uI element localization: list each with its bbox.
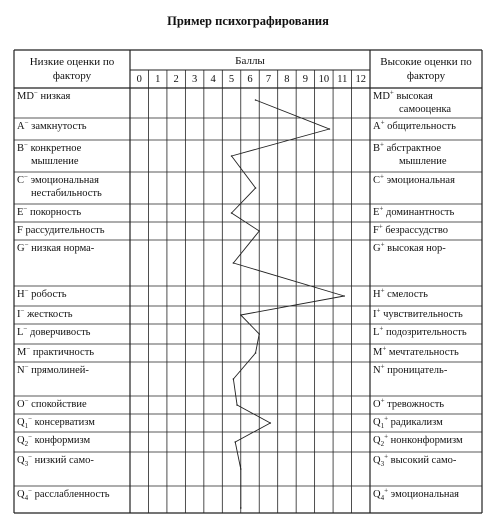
factor-code: Q [17, 455, 25, 466]
factor-sign: − [23, 324, 28, 333]
factor-text: высокая нор- [384, 243, 446, 254]
factor-sign: + [380, 240, 385, 249]
factor-code: N [17, 365, 25, 376]
factor-sign: − [24, 362, 29, 371]
low-factor-label [17, 120, 87, 133]
factor-text: прямолиней- [28, 365, 89, 376]
factor-sign: + [380, 140, 384, 149]
header-high-text: Высокие оценки по фактору [380, 56, 472, 82]
header-low-text: Низкие оценки по фактору [29, 56, 115, 82]
factor-sign: + [384, 414, 389, 423]
factor-text: мечтательность [386, 347, 459, 358]
high-factor-label [373, 434, 463, 447]
factor-text: радикализм [388, 417, 443, 428]
factor-text: консерватизм [32, 417, 95, 428]
factor-sign: + [380, 396, 385, 405]
low-factor-label [17, 454, 94, 467]
high-factor-label [373, 174, 455, 187]
factor-text: эмоциональная [383, 175, 455, 186]
profile-segment [233, 263, 344, 296]
factor-text: чувствительность [380, 309, 463, 320]
factor-text: спокойствие [28, 399, 87, 410]
factor-sign: + [380, 286, 385, 295]
profile-segment [232, 188, 256, 213]
factor-code: Q [17, 417, 25, 428]
scale-number: 0 [136, 74, 142, 85]
scale-number: 9 [302, 74, 308, 85]
factor-code: H [373, 289, 381, 300]
scale-number: 5 [228, 74, 235, 85]
factor-sign: + [380, 172, 384, 181]
scale-number: 4 [210, 74, 216, 85]
factor-text: жесткость [24, 309, 73, 320]
factor-text: безрассудство [382, 225, 448, 236]
factor-sign: − [24, 240, 29, 249]
factor-code: B [373, 143, 381, 154]
factor-code: Q [373, 435, 381, 446]
profile-point [240, 507, 242, 509]
factor-sign: − [24, 396, 29, 405]
low-factor-label [17, 242, 94, 255]
profile-segment [233, 353, 255, 379]
factor-text: доверчивость [27, 327, 91, 338]
factor-code: L [373, 327, 380, 338]
profile-segment [256, 334, 260, 353]
factor-code: MD [17, 91, 34, 102]
high-factor-label [373, 288, 428, 301]
factor-text-line2: нестабильность [31, 188, 102, 199]
factor-code: I [373, 309, 377, 320]
factor-code: Q [373, 455, 381, 466]
factor-text: низкая норма- [28, 243, 95, 254]
factor-sign: − [24, 286, 29, 295]
low-factor-label [17, 308, 72, 321]
factor-text: высокая [393, 91, 433, 102]
scale-number: 1 [155, 74, 161, 85]
factor-text: покорность [27, 207, 82, 218]
factor-text: низкая [37, 91, 71, 102]
factor-code: A [373, 121, 381, 132]
factor-sign: − [28, 486, 33, 495]
factor-text: конформизм [32, 435, 91, 446]
factor-text: конкретное [27, 143, 82, 154]
factor-code: A [17, 121, 25, 132]
header-scores: Баллы [235, 55, 265, 67]
profile-segment [235, 442, 241, 469]
factor-sign: + [384, 452, 389, 461]
factor-sign: − [20, 306, 25, 315]
header-low [16, 55, 128, 83]
scale-number: 6 [247, 74, 253, 85]
factor-sign: − [26, 344, 31, 353]
factor-sign: − [24, 118, 29, 127]
factor-subscript: 4 [24, 494, 29, 503]
factor-code: H [17, 289, 25, 300]
low-factor-label [17, 364, 89, 377]
factor-code: Q [17, 435, 25, 446]
factor-sign: − [28, 414, 33, 423]
factor-code: C [17, 175, 25, 186]
factor-sign: − [33, 88, 38, 97]
page-title: Пример психографирования [167, 14, 329, 28]
factor-text: проницатель- [384, 365, 448, 376]
low-factor-label [17, 434, 90, 447]
factor-subscript: 3 [380, 460, 385, 469]
high-factor-label [373, 224, 448, 237]
factor-sign: + [379, 204, 384, 213]
scale-number: 8 [284, 74, 290, 85]
factor-text: доминантность [383, 207, 455, 218]
factor-subscript: 4 [380, 494, 385, 503]
factor-sign: + [380, 118, 385, 127]
factor-text: низкий само- [32, 455, 94, 466]
high-factor-label [373, 206, 454, 219]
factor-sign: + [382, 344, 387, 353]
high-factor-label [373, 364, 447, 377]
high-factor-label [373, 120, 456, 133]
factor-text: эмоциональная [27, 175, 99, 186]
profile-segment [233, 231, 259, 263]
factor-code: G [373, 243, 381, 254]
high-factor-label [373, 488, 459, 501]
high-factor-label [373, 142, 447, 168]
low-factor-label [17, 206, 81, 219]
factor-subscript: 2 [24, 440, 29, 449]
profile-segment [233, 379, 237, 405]
low-factor-label [17, 288, 67, 301]
factor-sign: − [28, 432, 33, 441]
factor-code: O [17, 399, 25, 410]
factor-text: высокий само- [388, 455, 457, 466]
factor-sign: − [24, 172, 28, 181]
factor-code: I [17, 309, 21, 320]
factor-code: M [17, 347, 27, 358]
low-factor-label [17, 416, 95, 429]
high-factor-label [373, 90, 451, 116]
profile-segment [256, 100, 330, 129]
low-factor-label [17, 326, 90, 339]
factor-text-line2: самооценка [399, 104, 452, 115]
low-factor-label [17, 346, 94, 359]
factor-sign: + [384, 486, 389, 495]
factor-code: F [17, 225, 23, 236]
factor-sign: + [389, 88, 394, 97]
factor-sign: + [384, 432, 389, 441]
profile-segment [241, 315, 259, 334]
factor-text: замкнутость [28, 121, 87, 132]
low-factor-label [17, 488, 110, 501]
low-factor-label [17, 224, 105, 237]
factor-sign: + [380, 362, 385, 371]
factor-code: O [373, 399, 381, 410]
low-factor-label [17, 174, 102, 200]
factor-text-line2: мышление [31, 156, 79, 167]
low-factor-label [17, 398, 87, 411]
high-factor-label [373, 416, 443, 429]
factor-code: M [373, 347, 383, 358]
scale-number: 3 [191, 74, 198, 85]
factor-code: Q [373, 417, 381, 428]
scale-number: 10 [318, 74, 330, 85]
factor-text: смелость [384, 289, 428, 300]
factor-code: N [373, 365, 381, 376]
factor-sign: − [28, 452, 33, 461]
high-factor-label [373, 398, 444, 411]
factor-subscript: 1 [24, 422, 29, 431]
high-factor-label [373, 326, 467, 339]
scale-number: 7 [265, 74, 272, 85]
factor-code: L [17, 327, 24, 338]
factor-sign: + [379, 324, 384, 333]
factor-code: Q [373, 489, 381, 500]
high-factor-label [373, 308, 463, 321]
factor-sign: + [378, 222, 383, 231]
low-factor-label [17, 90, 70, 103]
factor-text: робость [28, 289, 67, 300]
factor-code: E [17, 207, 24, 218]
scale-number: 2 [173, 74, 179, 85]
factor-code: B [17, 143, 25, 154]
high-factor-label [373, 242, 446, 255]
factor-subscript: 1 [380, 422, 385, 431]
factor-subscript: 3 [24, 460, 29, 469]
factor-subscript: 2 [380, 440, 385, 449]
factor-text: нонконформизм [388, 435, 463, 446]
high-factor-label [373, 454, 456, 467]
factor-code: F [373, 225, 379, 236]
factor-code: G [17, 243, 25, 254]
high-factor-label [373, 346, 459, 359]
low-factor-label [17, 142, 81, 168]
factor-text: тревожность [384, 399, 445, 410]
factor-code: Q [17, 489, 25, 500]
scale-number: 12 [355, 74, 367, 85]
header-high [372, 55, 480, 83]
factor-text: рассудительность [22, 225, 105, 236]
factor-sign: − [23, 204, 28, 213]
factor-text: общительность [384, 121, 456, 132]
factor-code: E [373, 207, 380, 218]
factor-text: расслабленность [32, 489, 110, 500]
factor-code: MD [373, 91, 390, 102]
factor-text: подозрительность [383, 327, 467, 338]
scale-number: 11 [337, 74, 348, 85]
profile-segment [241, 296, 344, 315]
factor-text-line2: мышление [399, 156, 447, 167]
factor-text: практичность [30, 347, 95, 358]
factor-text: эмоциональная [388, 489, 459, 500]
factor-text: абстрактное [383, 143, 442, 154]
factor-code: C [373, 175, 381, 186]
factor-sign: + [376, 306, 381, 315]
factor-sign: − [24, 140, 28, 149]
